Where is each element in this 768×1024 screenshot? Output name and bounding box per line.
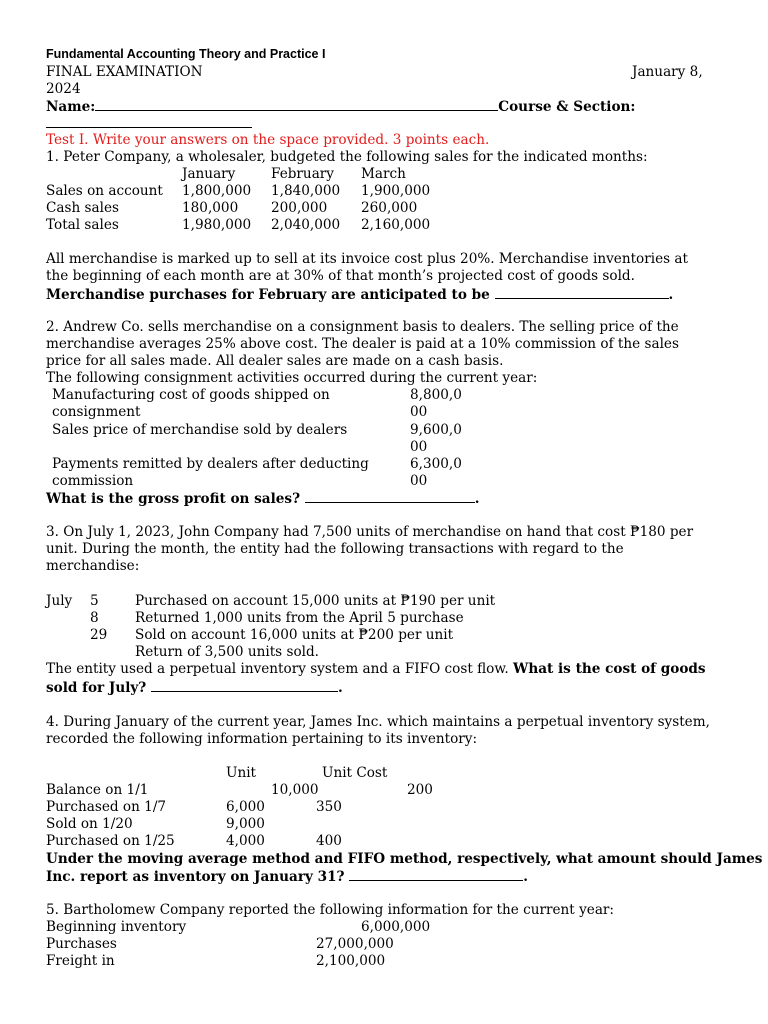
q3-day: 8 — [90, 610, 99, 626]
q3-day: 29 — [90, 627, 108, 643]
q2-item-label: commission — [52, 473, 134, 489]
q2-line: merchandise averages 25% above cost. The dealer is paid at a 10% commission of the sales — [46, 336, 679, 352]
q1-cell: 2,160,000 — [361, 217, 431, 233]
q1-cell: 2,040,000 — [271, 217, 341, 233]
q1-cell: 1,900,000 — [361, 183, 431, 199]
q3-month: July — [46, 593, 73, 609]
q1-row-label: Total sales — [46, 217, 119, 233]
q3-day: 5 — [90, 593, 99, 609]
course-title: Fundamental Accounting Theory and Practice I — [46, 47, 326, 61]
q4-line: 4. During January of the current year, James Inc. which maintains a perpetual inventory system, — [46, 714, 710, 730]
q2-item-value: 00 — [410, 439, 428, 455]
q2-item-value: 00 — [410, 404, 428, 420]
q4-row-label: Purchased on 1/25 — [46, 833, 175, 849]
name-field[interactable] — [46, 98, 635, 116]
q1-cell: 200,000 — [271, 200, 328, 216]
name-label: Name: — [46, 99, 96, 115]
q4-unit: 9,000 — [226, 816, 265, 832]
exam-year: 2024 — [46, 81, 81, 97]
q2-line: The following consignment activities occurred during the current year: — [46, 370, 538, 386]
q3-transaction: Return of 3,500 units sold. — [135, 644, 319, 660]
q3-line: 3. On July 1, 2023, John Company had 7,500 units of merchandise on hand that cost ₱180 per — [46, 524, 694, 540]
q2-item-label: Manufacturing cost of goods shipped on — [52, 387, 330, 403]
section-field[interactable] — [46, 115, 252, 133]
q4-cost: 350 — [316, 799, 342, 815]
q4-answer-blank[interactable] — [349, 868, 523, 881]
q5-row-label: Beginning inventory — [46, 919, 187, 935]
q3-line: unit. During the month, the entity had the following transactions with regard to the — [46, 541, 624, 557]
q3-transaction: Purchased on account 15,000 units at ₱190 per unit — [135, 593, 496, 609]
q1-month-mar: March — [361, 166, 406, 182]
q1-answer-blank[interactable] — [495, 286, 669, 299]
q1-cell: 1,980,000 — [182, 217, 252, 233]
q2-line: price for all sales made. All dealer sales are made on a cash basis. — [46, 353, 504, 369]
q1-month-jan: January — [182, 166, 236, 182]
q1-cell: 1,800,000 — [182, 183, 252, 199]
q2-item-label: Payments remitted by dealers after deducting — [52, 456, 369, 472]
exam-title: FINAL EXAMINATION — [46, 64, 203, 80]
q4-row-label: Sold on 1/20 — [46, 816, 133, 832]
name-blank[interactable] — [95, 98, 498, 111]
q3-transaction: Returned 1,000 units from the April 5 purchase — [135, 610, 464, 626]
q2-line: 2. Andrew Co. sells merchandise on a consignment basis to dealers. The selling price of the — [46, 319, 679, 335]
q1-cell: 1,840,000 — [271, 183, 341, 199]
q2-question: What is the gross profit on sales? . — [46, 491, 480, 507]
q4-row-label: Purchased on 1/7 — [46, 799, 167, 815]
q4-unit: 10,000 — [271, 782, 319, 798]
q5-row-label: Purchases — [46, 936, 117, 952]
section-blank[interactable] — [46, 115, 252, 128]
q2-answer-blank[interactable] — [305, 490, 475, 503]
exam-date: January 8, — [632, 64, 703, 80]
q1-question: Merchandise purchases for February are anticipated to be . — [46, 287, 674, 303]
q2-item-value: 00 — [410, 473, 428, 489]
q1-row-label: Cash sales — [46, 200, 120, 216]
q5-row-value: 6,000,000 — [361, 919, 431, 935]
q2-item-value: 9,600,0 — [410, 422, 462, 438]
q1-month-feb: February — [271, 166, 334, 182]
q1-intro: 1. Peter Company, a wholesaler, budgeted the following sales for the indicated months: — [46, 149, 648, 165]
q5-line: 5. Bartholomew Company reported the following information for the current year: — [46, 902, 614, 918]
q3-question: The entity used a perpetual inventory system and a FIFO cost flow. What is the cost of goods — [46, 661, 706, 677]
q1-paragraph-line: the beginning of each month are at 30% of that month’s projected cost of goods sold. — [46, 268, 635, 284]
q2-item-label: consignment — [52, 404, 141, 420]
q4-row-label: Balance on 1/1 — [46, 782, 149, 798]
q1-cell: 260,000 — [361, 200, 418, 216]
q4-unit: 4,000 — [226, 833, 265, 849]
q4-question: Under the moving average method and FIFO method, respectively, what amount should James — [46, 851, 763, 867]
q4-col-cost: Unit Cost — [322, 765, 388, 781]
test-instructions: Test I. Write your answers on the space provided. 3 points each. — [46, 132, 490, 148]
q3-transaction: Sold on account 16,000 units at ₱200 per unit — [135, 627, 454, 643]
q1-cell: 180,000 — [182, 200, 239, 216]
q2-item-value: 8,800,0 — [410, 387, 462, 403]
q3-question-cont: sold for July? . — [46, 680, 343, 696]
q2-item-label: Sales price of merchandise sold by dealers — [52, 422, 348, 438]
q3-answer-blank[interactable] — [151, 679, 338, 692]
q1-row-label: Sales on account — [46, 183, 163, 199]
q5-row-value: 2,100,000 — [316, 953, 386, 969]
section-label: Course & Section: — [498, 99, 636, 115]
q4-col-unit: Unit — [226, 765, 257, 781]
q3-line: merchandise: — [46, 558, 140, 574]
q4-cost: 200 — [407, 782, 433, 798]
q4-line: recorded the following information pertaining to its inventory: — [46, 731, 478, 747]
q4-question-cont: Inc. report as inventory on January 31? . — [46, 869, 528, 885]
q4-unit: 6,000 — [226, 799, 265, 815]
q5-row-label: Freight in — [46, 953, 115, 969]
q1-paragraph-line: All merchandise is marked up to sell at its invoice cost plus 20%. Merchandise inventories at — [46, 251, 688, 267]
q5-row-value: 27,000,000 — [316, 936, 394, 952]
q2-item-value: 6,300,0 — [410, 456, 462, 472]
q4-cost: 400 — [316, 833, 342, 849]
